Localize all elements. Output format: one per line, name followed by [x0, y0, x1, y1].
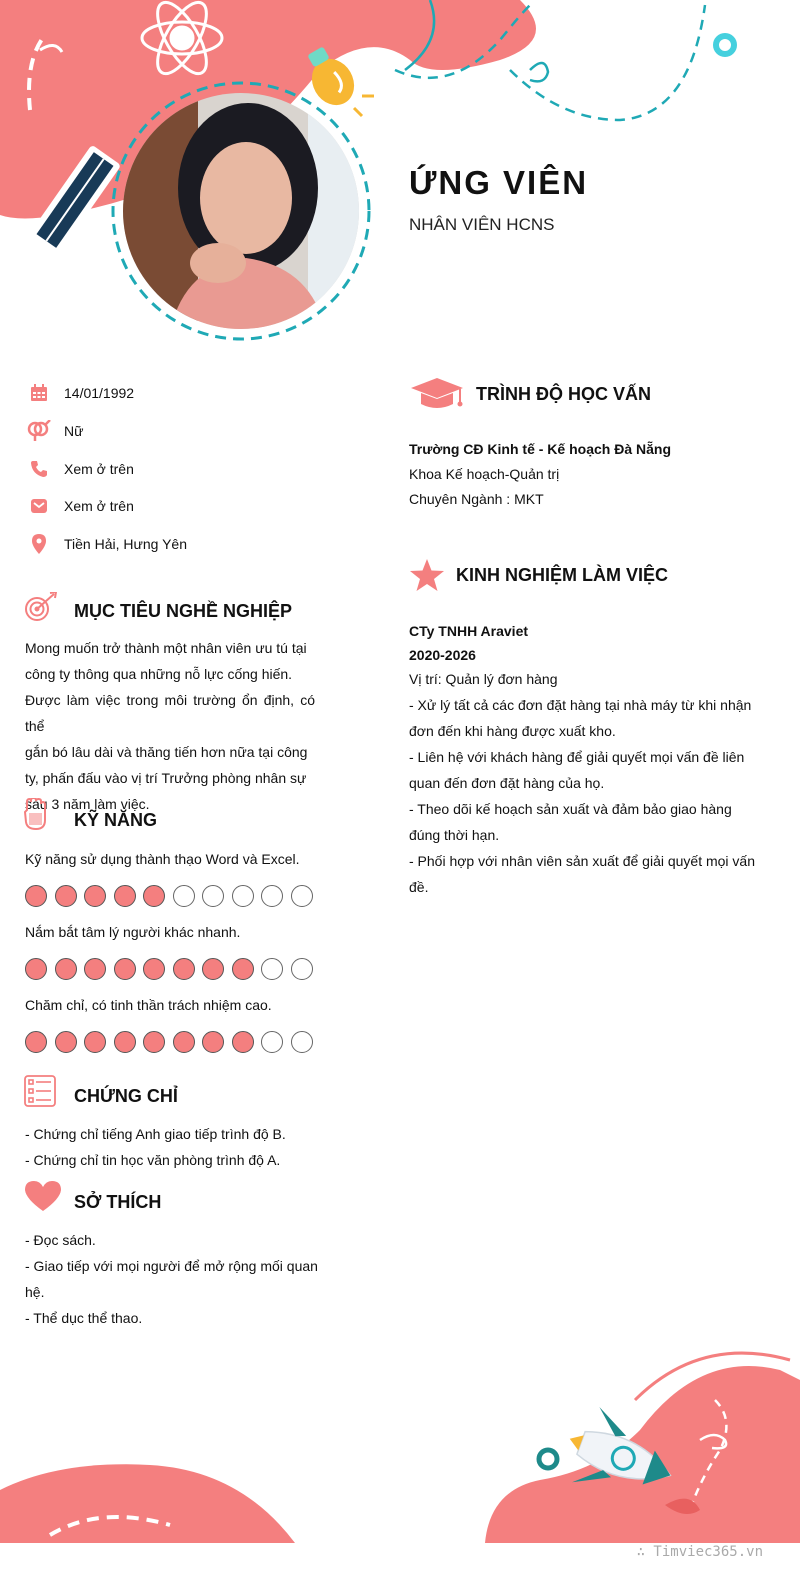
experience-title: KINH NGHIỆM LÀM VIỆC	[456, 565, 669, 585]
rating-dot-filled	[114, 1031, 136, 1053]
email-value: Xem ở trên	[64, 498, 134, 514]
education-faculty: Khoa Kế hoạch-Quản trị	[409, 466, 560, 482]
info-address	[25, 532, 187, 556]
skill-label: Kỹ năng sử dụng thành thạo Word và Excel.	[25, 851, 300, 867]
duty-line: đúng thời hạn.	[409, 827, 500, 843]
experience-period: 2020-2026	[409, 647, 476, 663]
experience-role: Vị trí: Quản lý đơn hàng	[409, 671, 558, 687]
education-details	[409, 437, 769, 512]
rating-dot-filled	[232, 1031, 254, 1053]
rating-dot-filled	[173, 1031, 195, 1053]
rating-dot-filled	[143, 885, 165, 907]
rating-dot-filled	[143, 1031, 165, 1053]
education-title: TRÌNH ĐỘ HỌC VẤN	[476, 384, 651, 404]
duty-line: - Xử lý tất cả các đơn đặt hàng tại nhà máy từ khi nhận	[409, 697, 752, 713]
rating-dot-empty	[261, 885, 283, 907]
hobbies-text	[25, 1227, 320, 1331]
objective-title: MỤC TIÊU NGHỀ NGHIỆP	[74, 601, 293, 621]
skill-label: Chăm chỉ, có tinh thần trách nhiệm cao.	[25, 997, 272, 1013]
objective-line: Mong muốn trở thành một nhân viên ưu tú tại	[25, 640, 307, 656]
skill-label: Nắm bắt tâm lý người khác nhanh.	[25, 924, 241, 940]
duty-line: - Liên hệ với khách hàng để giải quyết mọi vấn đề liên	[409, 749, 745, 765]
experience-duties	[409, 692, 761, 900]
skill-rating	[25, 958, 313, 980]
rating-dot-filled	[202, 958, 224, 980]
objective-line: ty, phấn đấu vào vị trí Trưởng phòng nhân sự	[25, 770, 307, 786]
rating-dot-empty	[291, 958, 313, 980]
birthday-value: 14/01/1992	[64, 385, 135, 401]
rating-dot-empty	[291, 885, 313, 907]
rating-dot-filled	[84, 1031, 106, 1053]
duty-line: - Phối hợp với nhân viên sản xuất để giải quyết mọi vấn	[409, 853, 756, 869]
rating-dot-filled	[55, 1031, 77, 1053]
rating-dot-filled	[202, 1031, 224, 1053]
hobby-line: - Đọc sách.	[25, 1232, 96, 1248]
rating-dot-filled	[25, 1031, 47, 1053]
rating-dot-filled	[55, 958, 77, 980]
certificate-line: - Chứng chỉ tin học văn phòng trình độ A.	[25, 1152, 281, 1168]
certificate-line: - Chứng chỉ tiếng Anh giao tiếp trình độ B.	[25, 1126, 286, 1142]
location-pin-icon	[25, 532, 53, 556]
rating-dot-empty	[291, 1031, 313, 1053]
calendar-icon	[25, 381, 53, 405]
skill-rating	[25, 885, 313, 907]
rating-dot-empty	[202, 885, 224, 907]
objective-line: Được làm việc trong môi trường ổn định, có thể	[25, 692, 315, 734]
phone-icon	[25, 457, 53, 481]
gender-icon	[25, 419, 53, 443]
candidate-position: NHÂN VIÊN HCNS	[409, 215, 555, 234]
rating-dot-filled	[25, 958, 47, 980]
hobby-line: - Giao tiếp với mọi người để mở rộng mối quan	[25, 1258, 318, 1274]
duty-line: đơn đến khi hàng được xuất kho.	[409, 723, 616, 739]
duty-line: - Theo dõi kế hoạch sản xuất và đảm bảo giao hàng	[409, 801, 732, 817]
rating-dot-filled	[114, 958, 136, 980]
experience-header	[409, 619, 761, 691]
education-major: Chuyên Ngành : MKT	[409, 491, 544, 507]
phone-value: Xem ở trên	[64, 461, 134, 477]
footer-decoration	[0, 1340, 800, 1543]
duty-line: quan đến đơn đặt hàng của họ.	[409, 775, 605, 791]
rating-dot-empty	[261, 958, 283, 980]
star-icon	[409, 558, 445, 597]
hobby-line: - Thể dục thể thao.	[25, 1310, 143, 1326]
education-school: Trường CĐ Kinh tế - Kế hoạch Đà Nẵng	[409, 441, 671, 457]
graduation-cap-icon	[410, 376, 464, 417]
rating-dot-filled	[173, 958, 195, 980]
rating-dot-filled	[55, 885, 77, 907]
rating-dot-empty	[232, 885, 254, 907]
profile-photo	[108, 78, 374, 344]
checklist-icon	[24, 1075, 56, 1112]
rating-dot-filled	[25, 885, 47, 907]
duty-line: đề.	[409, 879, 429, 895]
address-value: Tiền Hải, Hưng Yên	[64, 536, 187, 552]
rating-dot-empty	[261, 1031, 283, 1053]
objective-text	[25, 635, 315, 817]
hobby-line: hệ.	[25, 1284, 45, 1300]
rating-dot-filled	[84, 885, 106, 907]
certificates-text	[25, 1121, 325, 1173]
skills-title: KỸ NĂNG	[74, 810, 158, 830]
rating-dot-filled	[84, 958, 106, 980]
gender-value: Nữ	[64, 423, 84, 439]
watermark: ∴ Timviec365.vn	[636, 1544, 763, 1560]
hand-icon	[24, 798, 46, 835]
rating-dot-filled	[143, 958, 165, 980]
info-phone	[25, 457, 134, 481]
certificates-title: CHỨNG CHỈ	[74, 1086, 178, 1106]
rating-dot-empty	[173, 885, 195, 907]
rating-dot-filled	[232, 958, 254, 980]
rating-dot-filled	[114, 885, 136, 907]
experience-company: CTy TNHH Araviet	[409, 623, 529, 639]
skill-rating	[25, 1031, 313, 1053]
hobbies-title: SỞ THÍCH	[74, 1192, 162, 1212]
info-email	[25, 494, 134, 518]
email-icon	[25, 494, 53, 518]
target-icon	[24, 592, 58, 627]
objective-line: công ty thông qua những nỗ lực cống hiến.	[25, 666, 293, 682]
info-birthday	[25, 381, 134, 405]
heart-icon	[24, 1180, 62, 1217]
candidate-name: ỨNG VIÊN	[409, 164, 589, 201]
objective-line: sau 3 năm làm việc.	[25, 796, 150, 812]
objective-line: gắn bó lâu dài và thăng tiến hơn nữa tại công	[25, 744, 308, 760]
info-gender	[25, 419, 83, 443]
